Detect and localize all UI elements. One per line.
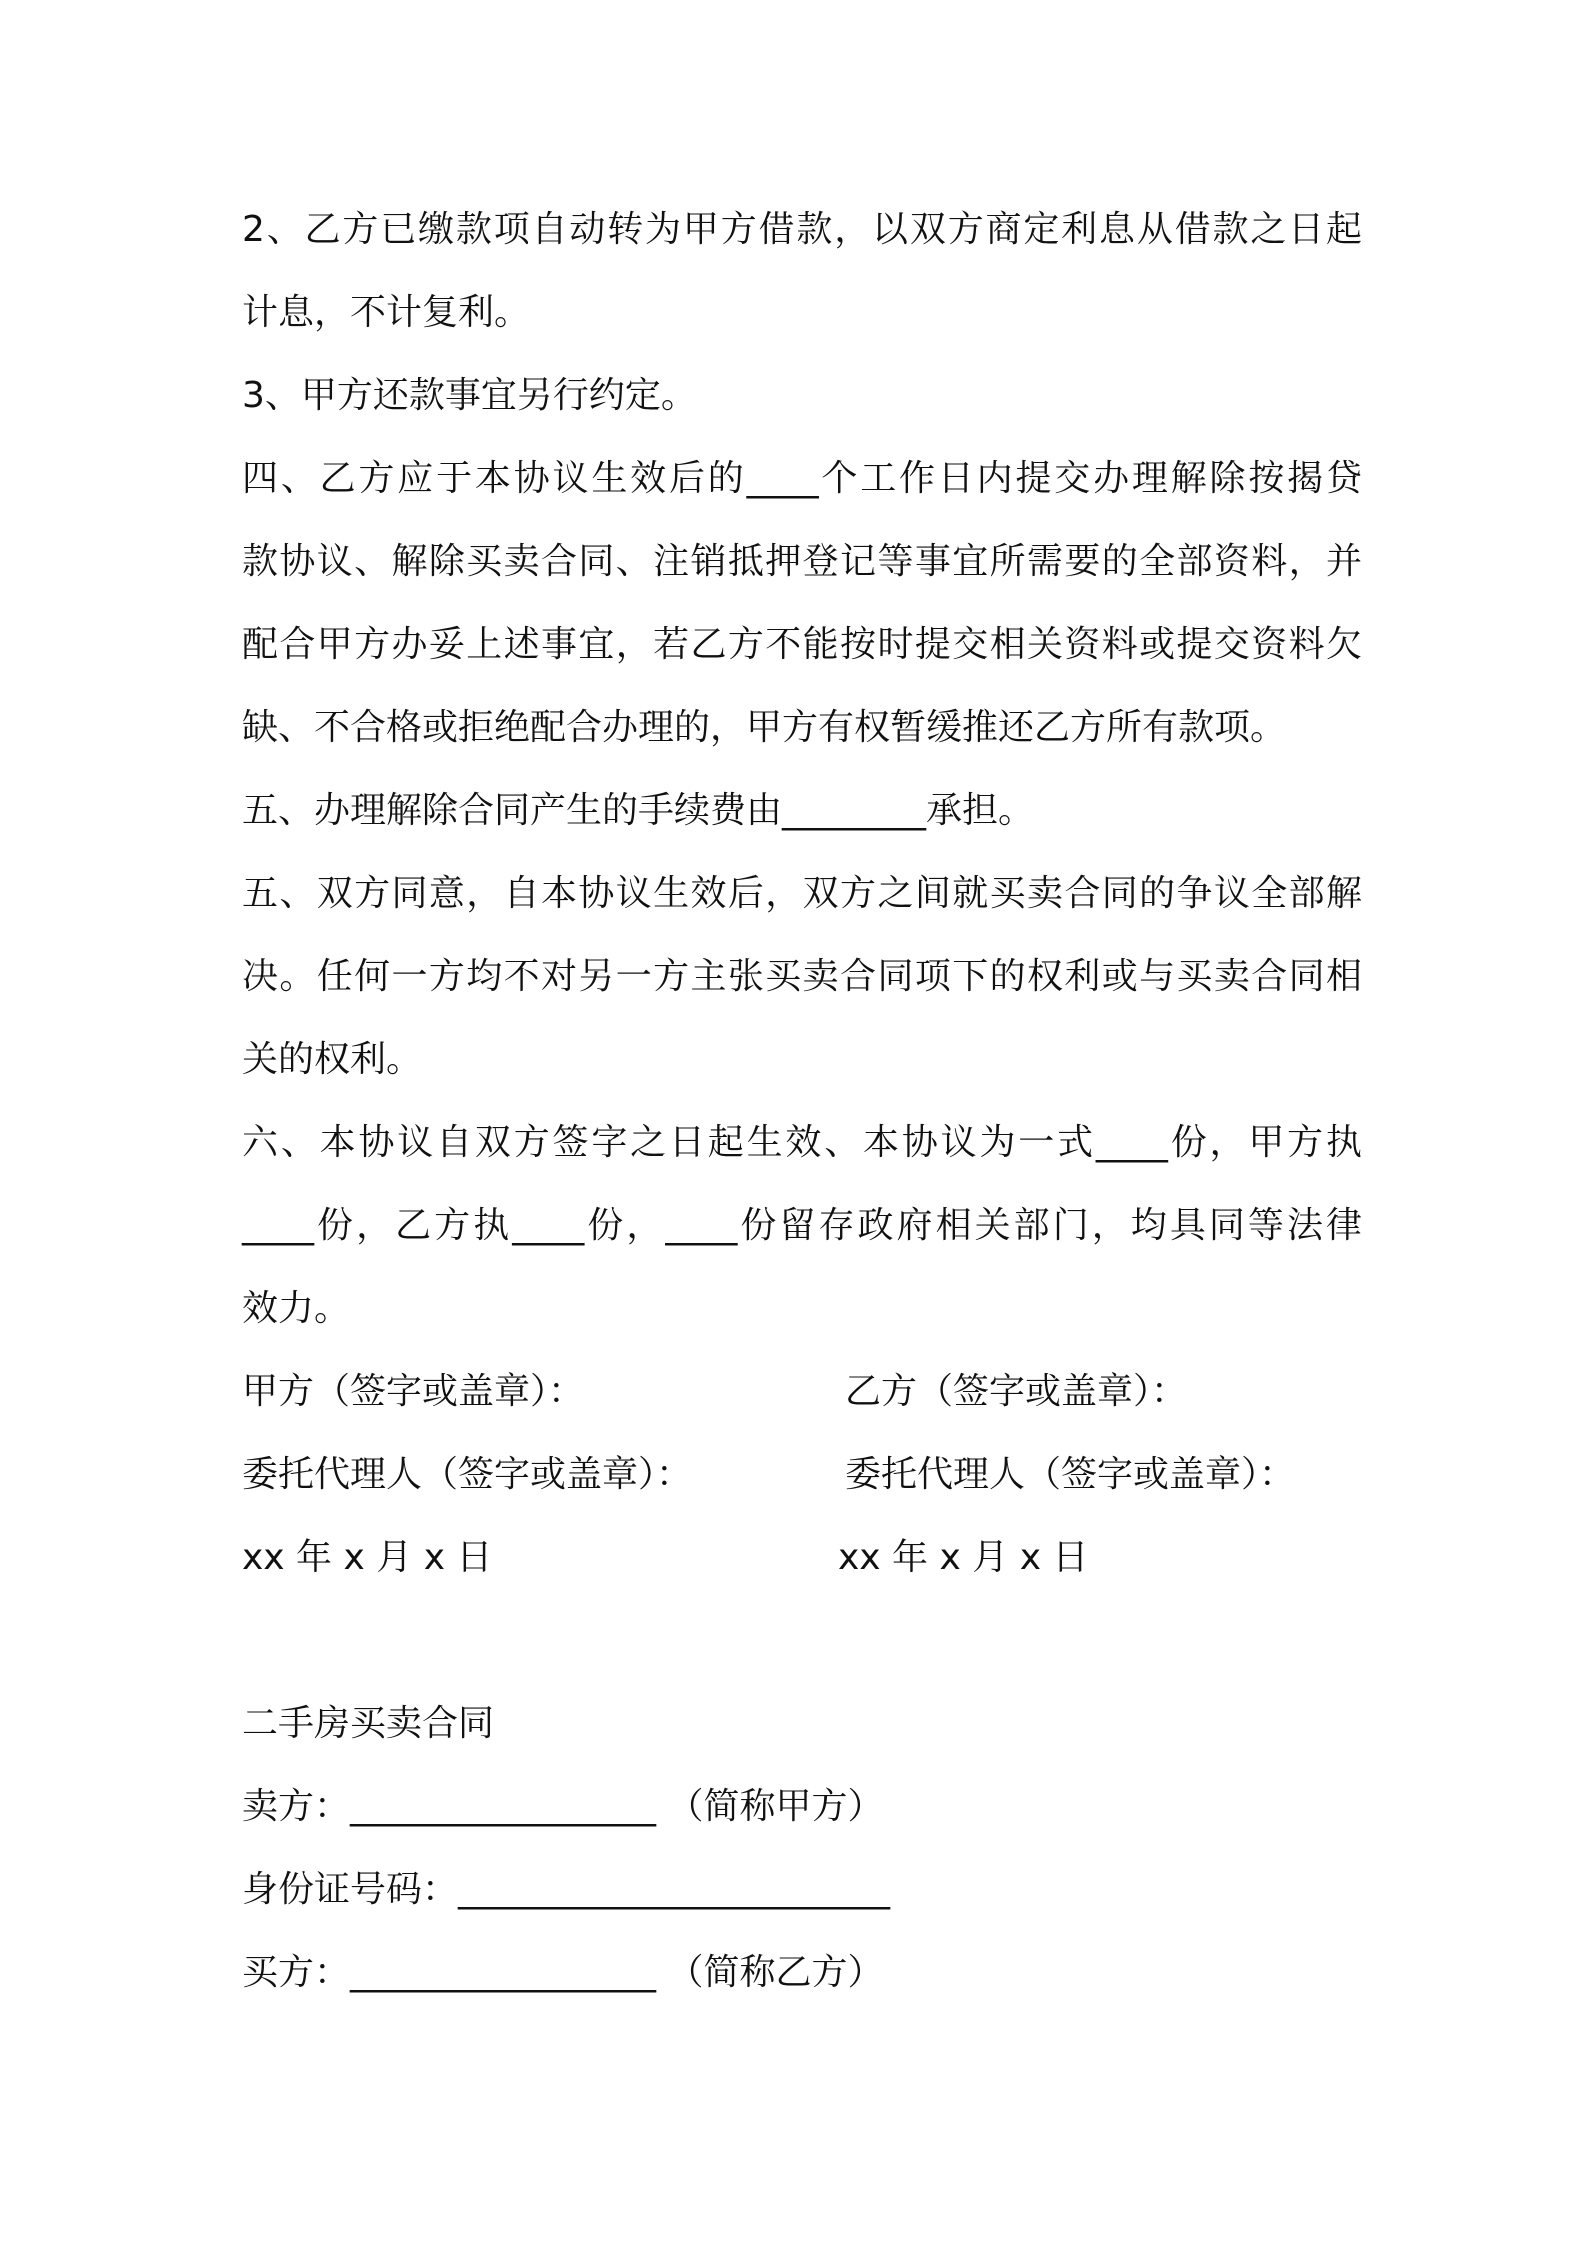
paragraph-line: 款协议、解除买卖合同、注销抵押登记等事宜所需要的全部资料，并: [242, 541, 1362, 582]
paragraph-line: 3、甲方还款事宜另行约定。: [242, 375, 697, 416]
id-number-line: 身份证号码：________________________: [242, 1869, 891, 1910]
buyer-line: 买方：_________________ （简称乙方）: [242, 1952, 884, 1993]
paragraph-line: 计息，不计复利。: [242, 292, 531, 333]
date-a: xx 年 x 月 x 日: [242, 1537, 493, 1578]
agent-a-signature-label: 委托代理人（签字或盖章）：: [242, 1454, 693, 1495]
paragraph-line: ____份，乙方执____份，____份留存政府相关部门，均具同等法律: [242, 1205, 1362, 1246]
date-b: xx 年 x 月 x 日: [838, 1537, 1089, 1578]
party-b-signature-label: 乙方（签字或盖章）：: [845, 1371, 1188, 1412]
paragraph-line: 六、本协议自双方签字之日起生效、本协议为一式____份，甲方执: [242, 1122, 1362, 1163]
paragraph-line: 四、乙方应于本协议生效后的____个工作日内提交办理解除按揭贷: [242, 458, 1362, 499]
paragraph-line: 效力。: [242, 1288, 351, 1329]
paragraph-line: 缺、不合格或拒绝配合办理的，甲方有权暂缓推还乙方所有款项。: [242, 707, 1287, 748]
paragraph-line: 配合甲方办妥上述事宜，若乙方不能按时提交相关资料或提交资料欠: [242, 624, 1362, 665]
paragraph-line: 2、乙方已缴款项自动转为甲方借款，以双方商定利息从借款之日起: [242, 209, 1362, 250]
party-a-signature-label: 甲方（签字或盖章）：: [242, 1371, 585, 1412]
paragraph-line: 关的权利。: [242, 1039, 423, 1080]
contract-title: 二手房买卖合同: [242, 1703, 495, 1744]
paragraph-line: 五、办理解除合同产生的手续费由________承担。: [242, 790, 1035, 831]
paragraph-line: 五、双方同意，自本协议生效后，双方之间就买卖合同的争议全部解: [242, 873, 1362, 914]
agent-b-signature-label: 委托代理人（签字或盖章）：: [845, 1454, 1296, 1495]
paragraph-line: 决。任何一方均不对另一方主张买卖合同项下的权利或与买卖合同相: [242, 956, 1362, 997]
seller-line: 卖方：_________________ （简称甲方）: [242, 1786, 884, 1827]
